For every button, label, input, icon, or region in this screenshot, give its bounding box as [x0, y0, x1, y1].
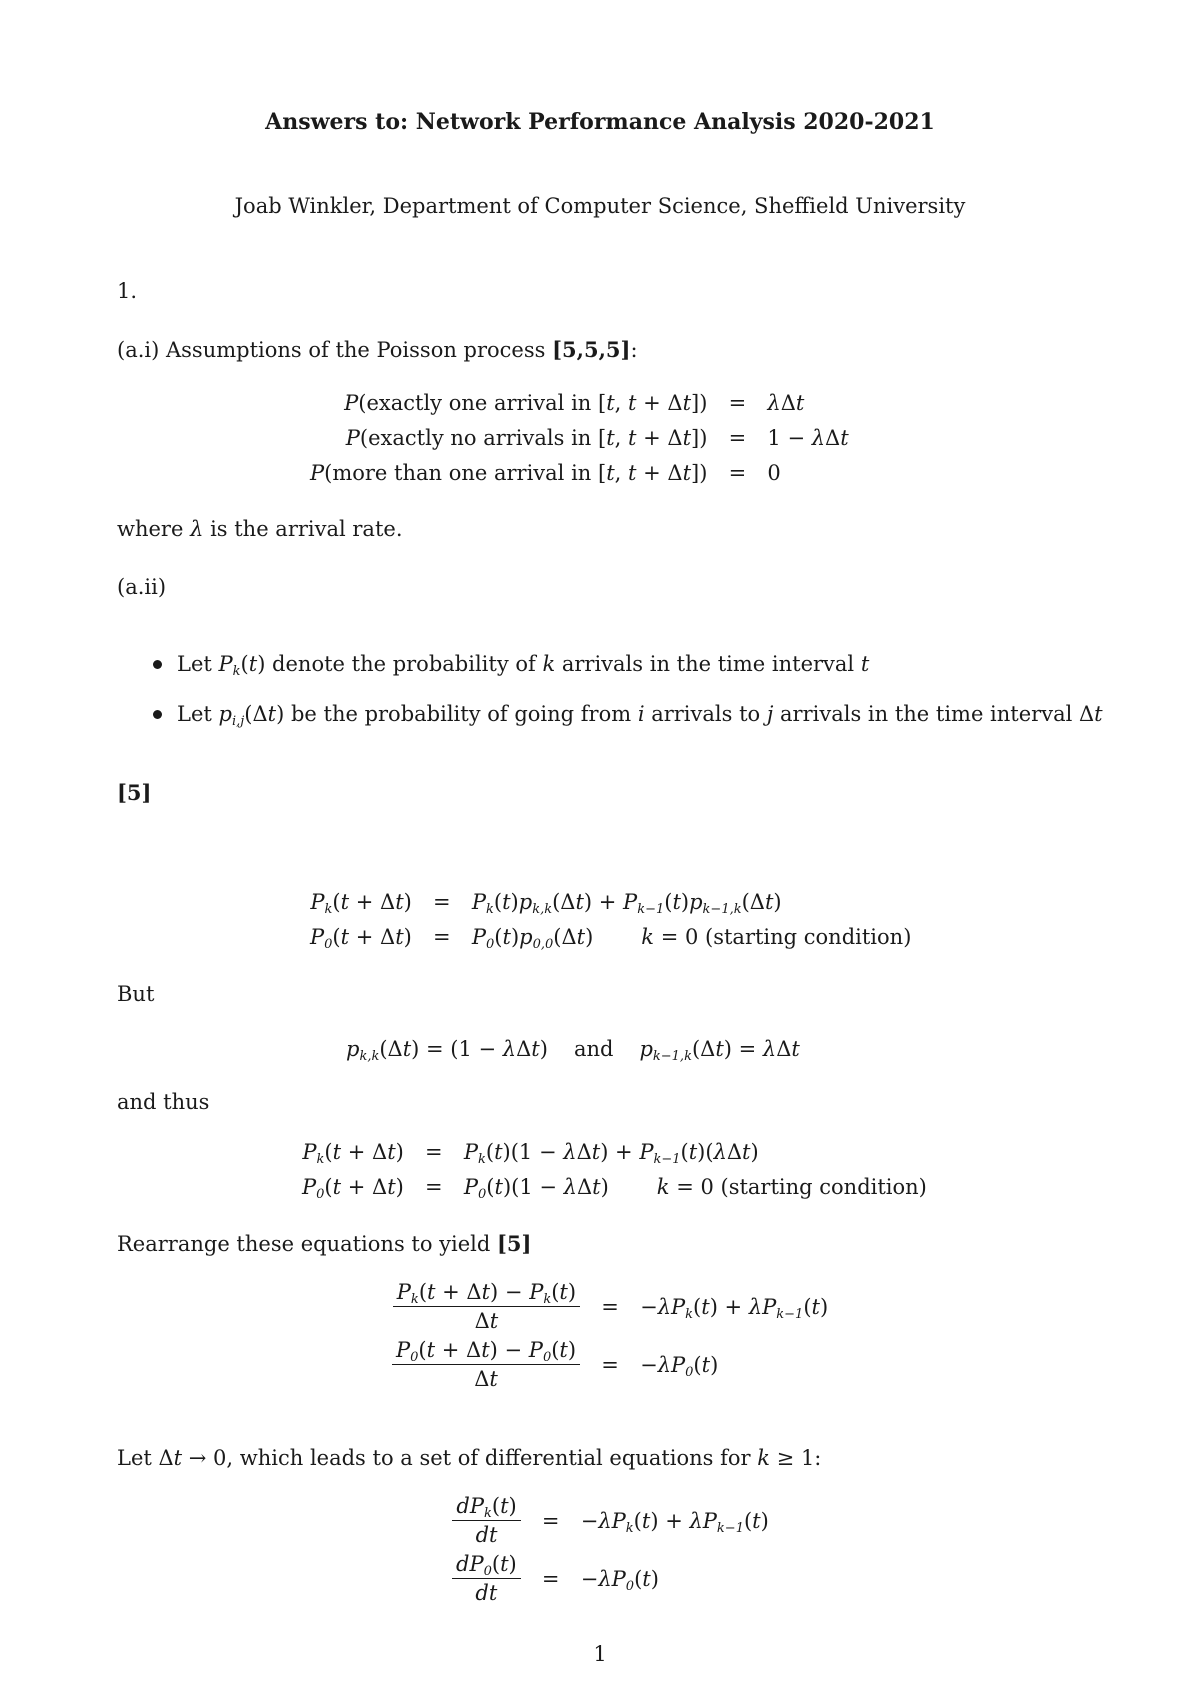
assumption-row [310, 386, 849, 421]
difference-quotient-equations [392, 1278, 828, 1394]
equation-rhs: $-\lambda P_0(t)$ [580, 1566, 659, 1594]
equation-rhs: 1 − λΔt [767, 426, 849, 450]
equation-lhs [392, 1278, 580, 1336]
fraction: $\frac{P_0(t + \Delta t) - P_0(t)}{\Delta t}$ [392, 1340, 580, 1390]
transition-probabilities: $p_{k,k}(\Delta t) = (1 - \lambda\Delta t)$ and $p_{k-1,k}(\Delta t) = \lambda\Delta t$ [346, 1037, 800, 1064]
equation-row [392, 1278, 828, 1336]
equation-rhs: $-\lambda P_k(t) + \lambda P_{k-1}(t)$ [580, 1508, 769, 1536]
equation-row [302, 1135, 927, 1170]
and-thus-text: and thus [117, 1090, 210, 1114]
equation-lhs: P(exactly no arrivals in [t, t + Δt]) [345, 426, 708, 450]
bullet-item: Let $p_{i,j}(\Delta t)$ be the probability of going from i arrivals to j arrivals in the time interval Δt [177, 702, 1103, 729]
part-ai-label: (a.i) Assumptions of the Poisson process [117, 338, 553, 362]
equals-sign: = [541, 1566, 560, 1591]
equation-rhs: $P_0(t)p_{0,0}(\Delta t) k = 0$ (starting condition) [471, 925, 912, 952]
rearrange-marks: [5] [497, 1231, 532, 1256]
arrival-rate-note: where λ is the arrival rate. [117, 517, 403, 541]
equals-sign: = [728, 426, 747, 450]
equation-rhs: 0 [767, 461, 781, 485]
differential-equations [452, 1492, 769, 1608]
document-title: Answers to: Network Performance Analysis 2020-2021 [265, 109, 935, 135]
part-ai-suffix: : [630, 338, 638, 362]
equation-lhs: $P_k(t + \Delta t)$ [310, 890, 412, 917]
equals-sign: = [601, 1352, 619, 1377]
fraction: $\frac{dP_0(t)}{dt}$ [452, 1554, 521, 1604]
equation-rhs: $P_0(t)(1 - \lambda\Delta t) k = 0$ (starting condition) [463, 1175, 927, 1202]
equals-sign: = [541, 1508, 560, 1533]
equation-row [302, 1170, 927, 1205]
substituted-equations [302, 1135, 927, 1205]
rearrange-label: Rearrange these equations to yield [117, 1232, 497, 1256]
bullet-dot [153, 660, 162, 669]
assumption-row [310, 421, 849, 456]
equation-lhs: $P_0(t + \Delta t)$ [302, 1175, 404, 1202]
assumption-row [310, 456, 849, 491]
equation-rhs: $P_k(t)p_{k,k}(\Delta t) + P_{k-1}(t)p_{k-1,k}(\Delta t)$ [471, 890, 782, 917]
bullet-dot [153, 710, 162, 719]
equals-sign: = [425, 1175, 443, 1199]
question-number: 1. [117, 279, 138, 303]
part-ai-heading [117, 339, 638, 361]
equation-rhs: λΔt [767, 391, 805, 415]
equation-row [452, 1550, 769, 1608]
and-word: and [573, 1037, 614, 1061]
equation-lhs: $P_0(t + \Delta t)$ [310, 925, 412, 952]
equation-lhs [452, 1492, 521, 1550]
poisson-assumptions-equations [310, 386, 849, 491]
equals-sign: = [728, 391, 747, 415]
page-number: 1 [593, 1642, 607, 1666]
part-ai-marks: [5,5,5] [552, 337, 631, 362]
fraction: $\frac{P_k(t + \Delta t) - P_k(t)}{\Delta t}$ [393, 1282, 580, 1332]
equation-rhs: $P_k(t)(1 - \lambda\Delta t) + P_{k-1}(t)(\lambda\Delta t)$ [463, 1140, 759, 1167]
part-aii-marks: [5] [117, 780, 152, 805]
equation-rhs: $-\lambda P_k(t) + \lambda P_{k-1}(t)$ [640, 1294, 829, 1322]
but-text: But [117, 982, 155, 1006]
equation-lhs [452, 1550, 521, 1608]
part-aii-label: (a.ii) [117, 575, 167, 599]
bullet-item: Let $P_k(t)$ denote the probability of k arrivals in the time interval t [177, 652, 870, 679]
fraction: $\frac{dP_k(t)}{dt}$ [452, 1496, 520, 1546]
equation-lhs: $P_k(t + \Delta t)$ [302, 1140, 404, 1167]
equation-lhs [392, 1336, 580, 1394]
author-line: Joab Winkler, Department of Computer Science, Sheffield University [234, 194, 966, 218]
equation-lhs: P(more than one arrival in [t, t + Δt]) [310, 461, 708, 485]
equals-sign: = [425, 1140, 443, 1164]
limit-text: Let Δt → 0, which leads to a set of differential equations for k ≥ 1: [117, 1446, 822, 1470]
equation-row [452, 1492, 769, 1550]
equation-row [310, 920, 911, 955]
equation-row [392, 1336, 828, 1394]
equals-sign: = [433, 925, 451, 949]
equation-rhs: $-\lambda P_0(t)$ [640, 1352, 719, 1380]
equation-row [310, 885, 911, 920]
equation-lhs: P(exactly one arrival in [t, t + Δt]) [344, 391, 708, 415]
rearrange-text [117, 1233, 531, 1255]
recurrence-equations [310, 885, 911, 955]
equals-sign: = [433, 890, 451, 914]
equals-sign: = [601, 1294, 619, 1319]
equals-sign: = [728, 461, 747, 485]
